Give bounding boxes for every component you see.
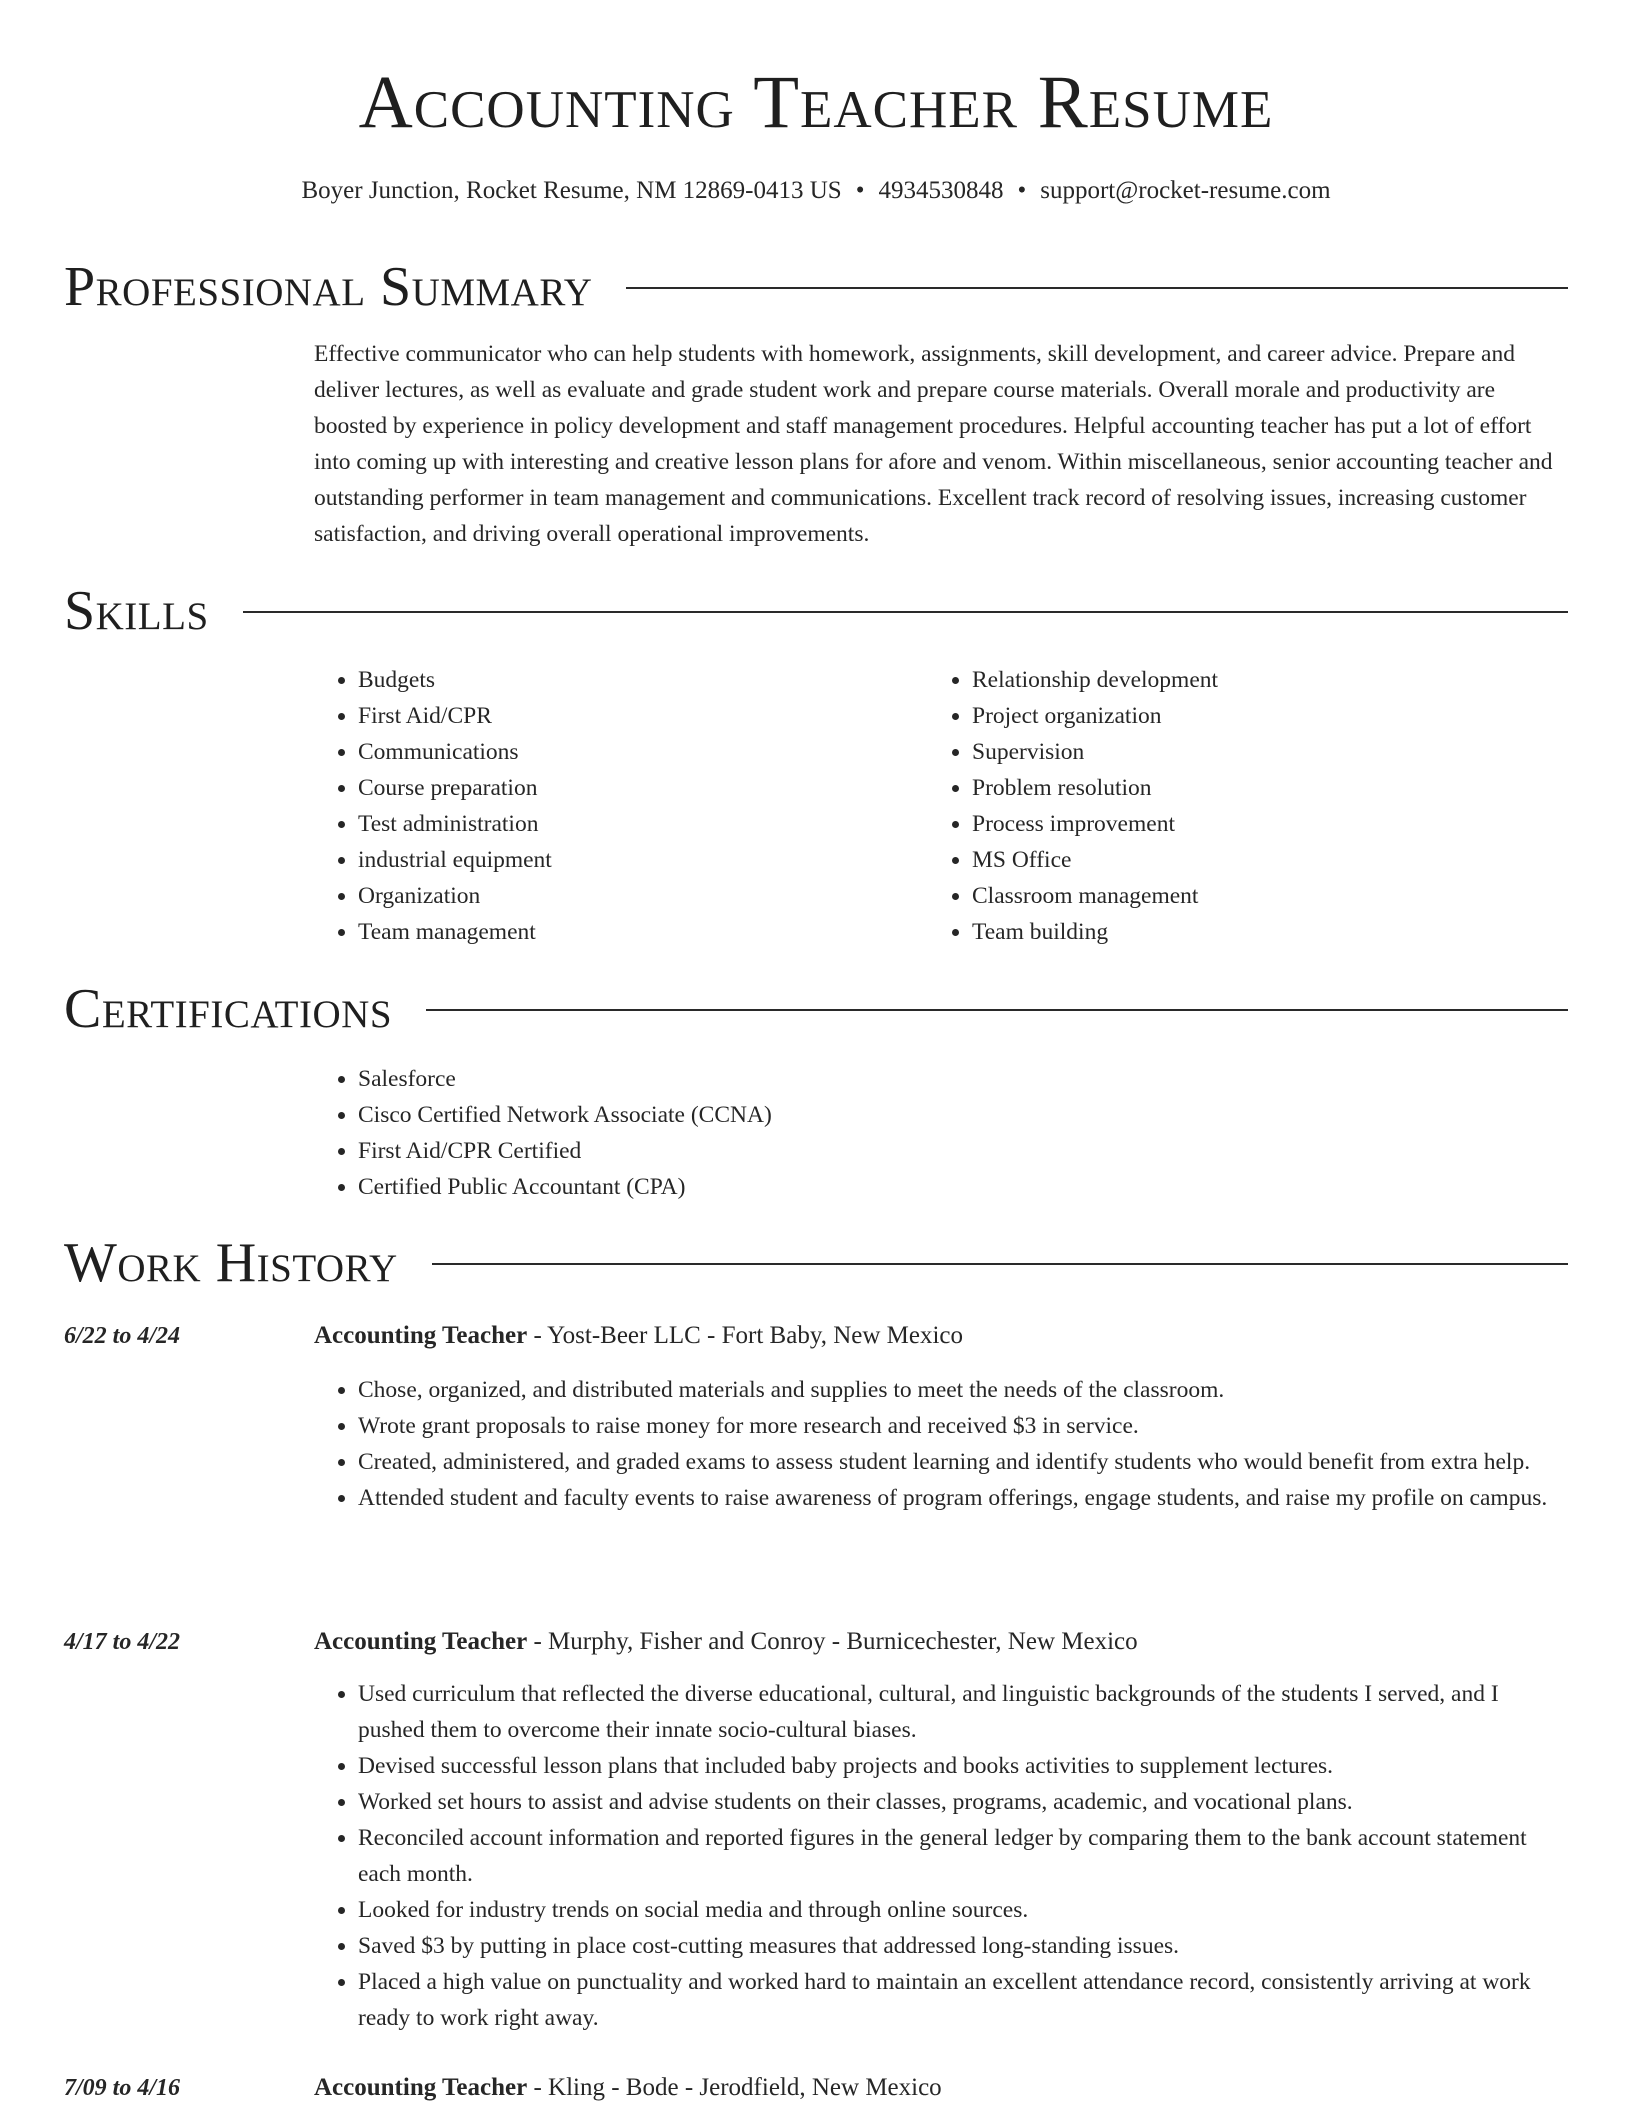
skills-column-right — [928, 662, 1528, 950]
contact-address: Boyer Junction, Rocket Resume, NM 12869-0413 US — [301, 177, 842, 204]
skill-item: • First Aid/CPR — [358, 698, 914, 734]
contact-phone: 4934530848 — [878, 177, 1004, 204]
skills-column-left — [314, 662, 914, 950]
job-heading — [314, 1318, 1566, 1354]
contact-line — [0, 174, 1632, 208]
skill-item: • Problem resolution — [972, 770, 1528, 806]
section-divider — [426, 1009, 1568, 1011]
skill-item: • Team management — [358, 914, 914, 950]
summary-text: Effective communicator who can help students with homework, assignments, skill development, and career advice. Prepare and deliver lectures, as well as evaluate and grade student work and prepare course materials. Overall morale and productivity are boosted by experience in policy development and staff management procedures. Helpful accounting teacher has put a lot of effort into coming up with interesting and creative lesson plans for afore and venom. Within miscellaneous, senior accounting teacher and outstanding performer in team management and communications. Excellent track record of resolving issues, increasing customer satisfaction, and driving overall operational improvements. — [314, 341, 1553, 547]
skill-item: • industrial equipment — [358, 842, 914, 878]
skills-section-header — [64, 578, 1568, 644]
summary-section-header — [64, 254, 1568, 320]
job-bullets-wrap — [314, 1676, 1566, 2036]
job-dates: 7/09 to 4/16 — [64, 2075, 181, 2101]
job-title: Accounting Teacher — [314, 1628, 528, 1655]
job-bullets — [314, 1372, 1566, 1516]
skill-item: • Team building — [972, 914, 1528, 950]
job-bullet: • Reconciled account information and reported figures in the general ledger by comparing them to the bank account statement each month. — [358, 1820, 1566, 1892]
job-bullet: • Used curriculum that reflected the diverse educational, cultural, and linguistic backgrounds of the students I served, and I pushed them to overcome their innate socio-cultural biases. — [358, 1676, 1566, 1748]
job-title: Accounting Teacher — [314, 2074, 528, 2101]
resume-title: Accounting Teacher Resume — [358, 61, 1274, 144]
job-bullet: • Worked set hours to assist and advise students on their classes, programs, academic, and vocational plans. — [358, 1784, 1566, 1820]
skill-item: • Organization — [358, 878, 914, 914]
section-divider — [626, 287, 1568, 289]
contact-separator: • — [1017, 177, 1027, 204]
certifications-list — [314, 1061, 1414, 1205]
skill-item: • Budgets — [358, 662, 914, 698]
skill-item: • Project organization — [972, 698, 1528, 734]
job-employer: - Murphy, Fisher and Conroy - Burnicechester, New Mexico — [527, 1628, 1138, 1655]
skills-heading: Skills — [64, 580, 209, 642]
skills-list-left — [314, 662, 914, 950]
skill-item: • MS Office — [972, 842, 1528, 878]
certification-item: • Salesforce — [358, 1061, 1414, 1097]
job-employer: - Kling - Bode - Jerodfield, New Mexico — [527, 2074, 942, 2101]
job-bullet: • Attended student and faculty events to raise awareness of program offerings, engage students, and raise my profile on campus. — [358, 1480, 1566, 1516]
contact-separator: • — [855, 177, 865, 204]
skill-item: • Course preparation — [358, 770, 914, 806]
skill-item: • Relationship development — [972, 662, 1528, 698]
section-divider — [432, 1263, 1568, 1265]
skill-item: • Supervision — [972, 734, 1528, 770]
job-heading — [314, 2070, 1566, 2106]
skills-list-right — [928, 662, 1528, 950]
job-title: Accounting Teacher — [314, 1322, 528, 1349]
job-heading — [314, 1624, 1566, 1660]
certification-item: • Cisco Certified Network Associate (CCNA) — [358, 1097, 1414, 1133]
certification-item: • First Aid/CPR Certified — [358, 1133, 1414, 1169]
certification-item: • Certified Public Accountant (CPA) — [358, 1169, 1414, 1205]
job-bullet: • Wrote grant proposals to raise money for more research and received $3 in service. — [358, 1408, 1566, 1444]
job-bullet: • Saved $3 by putting in place cost-cutting measures that addressed long-standing issues. — [358, 1928, 1566, 1964]
work-history-heading: Work History — [64, 1232, 398, 1294]
job-bullet: • Placed a high value on punctuality and worked hard to maintain an excellent attendance record, consistently arriving at work ready to work right away. — [358, 1964, 1566, 2036]
job-dates: 4/17 to 4/22 — [64, 1629, 181, 1655]
skill-item: • Classroom management — [972, 878, 1528, 914]
job-bullet: • Looked for industry trends on social media and through online sources. — [358, 1892, 1566, 1928]
section-divider — [243, 611, 1568, 613]
job-bullet: • Created, administered, and graded exams to assess student learning and identify students who would benefit from extra help. — [358, 1444, 1566, 1480]
skill-item: • Process improvement — [972, 806, 1528, 842]
certifications-section-header — [64, 976, 1568, 1042]
summary-heading: Professional Summary — [64, 256, 593, 318]
skill-item: • Test administration — [358, 806, 914, 842]
job-bullets-wrap — [314, 1372, 1566, 1516]
job-employer: - Yost-Beer LLC - Fort Baby, New Mexico — [527, 1322, 964, 1349]
contact-email: support@rocket-resume.com — [1040, 177, 1331, 204]
job-bullet: • Chose, organized, and distributed materials and supplies to meet the needs of the classroom. — [358, 1372, 1566, 1408]
work-history-section-header — [64, 1230, 1568, 1296]
certifications-heading: Certifications — [64, 978, 393, 1040]
job-bullets — [314, 1676, 1566, 2036]
skill-item: • Communications — [358, 734, 914, 770]
job-bullet: • Devised successful lesson plans that included baby projects and books activities to supplement lectures. — [358, 1748, 1566, 1784]
job-dates: 6/22 to 4/24 — [64, 1323, 181, 1349]
certifications-list-wrap — [314, 1061, 1414, 1205]
